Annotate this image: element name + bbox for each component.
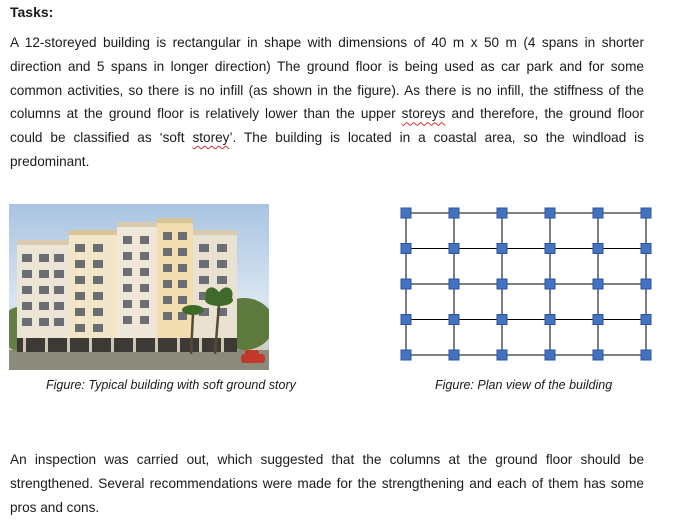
column-marker [449, 315, 459, 325]
tasks-heading: Tasks: [10, 4, 54, 20]
column-marker [593, 244, 603, 254]
column-marker [497, 279, 507, 289]
column-marker [545, 315, 555, 325]
column-marker [401, 279, 411, 289]
column-marker [641, 315, 651, 325]
column-marker [497, 208, 507, 218]
column-marker [401, 208, 411, 218]
column-marker [497, 244, 507, 254]
column-marker [401, 315, 411, 325]
building-photo [9, 204, 269, 370]
column-marker [449, 279, 459, 289]
column-marker [593, 350, 603, 360]
paragraph-text-part2: and therefore, the ground floor could be classified as ‘soft [10, 106, 645, 146]
column-marker [545, 208, 555, 218]
column-marker [449, 350, 459, 360]
column-marker [593, 208, 603, 218]
column-marker [545, 279, 555, 289]
column-marker [449, 208, 459, 218]
paragraph-text-part1: A 12-storeyed building is rectangular in shape with dimensions of 40 m x 50 m (4 spans in shorter direction and 5 spans in longer direction) The ground floor is being used as car park and for some common activities, so there is no infill (as shown in the figure). As there is no infill, the stiffness of the columns at the ground floor is relatively lower than the upper [10, 35, 644, 122]
spellcheck-word-storeys[interactable]: storeys [401, 106, 446, 122]
building-illustration [9, 204, 269, 370]
column-marker [641, 244, 651, 254]
photo-caption: Figure: Typical building with soft ground story [46, 378, 296, 392]
column-marker [449, 244, 459, 254]
column-marker [401, 350, 411, 360]
column-marker [545, 350, 555, 360]
spellcheck-word-storey[interactable]: storey [192, 130, 230, 146]
plan-view-grid [396, 200, 658, 366]
column-marker [497, 315, 507, 325]
column-marker [401, 244, 411, 254]
paragraph-text-part3: ’. The building is located in a coastal area, so the windload is predominant. [10, 130, 644, 169]
column-marker [641, 350, 651, 360]
column-marker [641, 208, 651, 218]
column-marker [641, 279, 651, 289]
column-marker [497, 350, 507, 360]
inspection-paragraph: An inspection was carried out, which suggested that the columns at the ground floor should be strengthened. Several recommendations were made for the strengthening and each of them has some pros and cons. [10, 452, 644, 515]
column-marker [593, 315, 603, 325]
plan-caption: Figure: Plan view of the building [435, 378, 613, 392]
column-marker [593, 279, 603, 289]
plan-grid-lines [406, 213, 646, 355]
task-description-paragraph [10, 31, 644, 174]
column-marker [545, 244, 555, 254]
